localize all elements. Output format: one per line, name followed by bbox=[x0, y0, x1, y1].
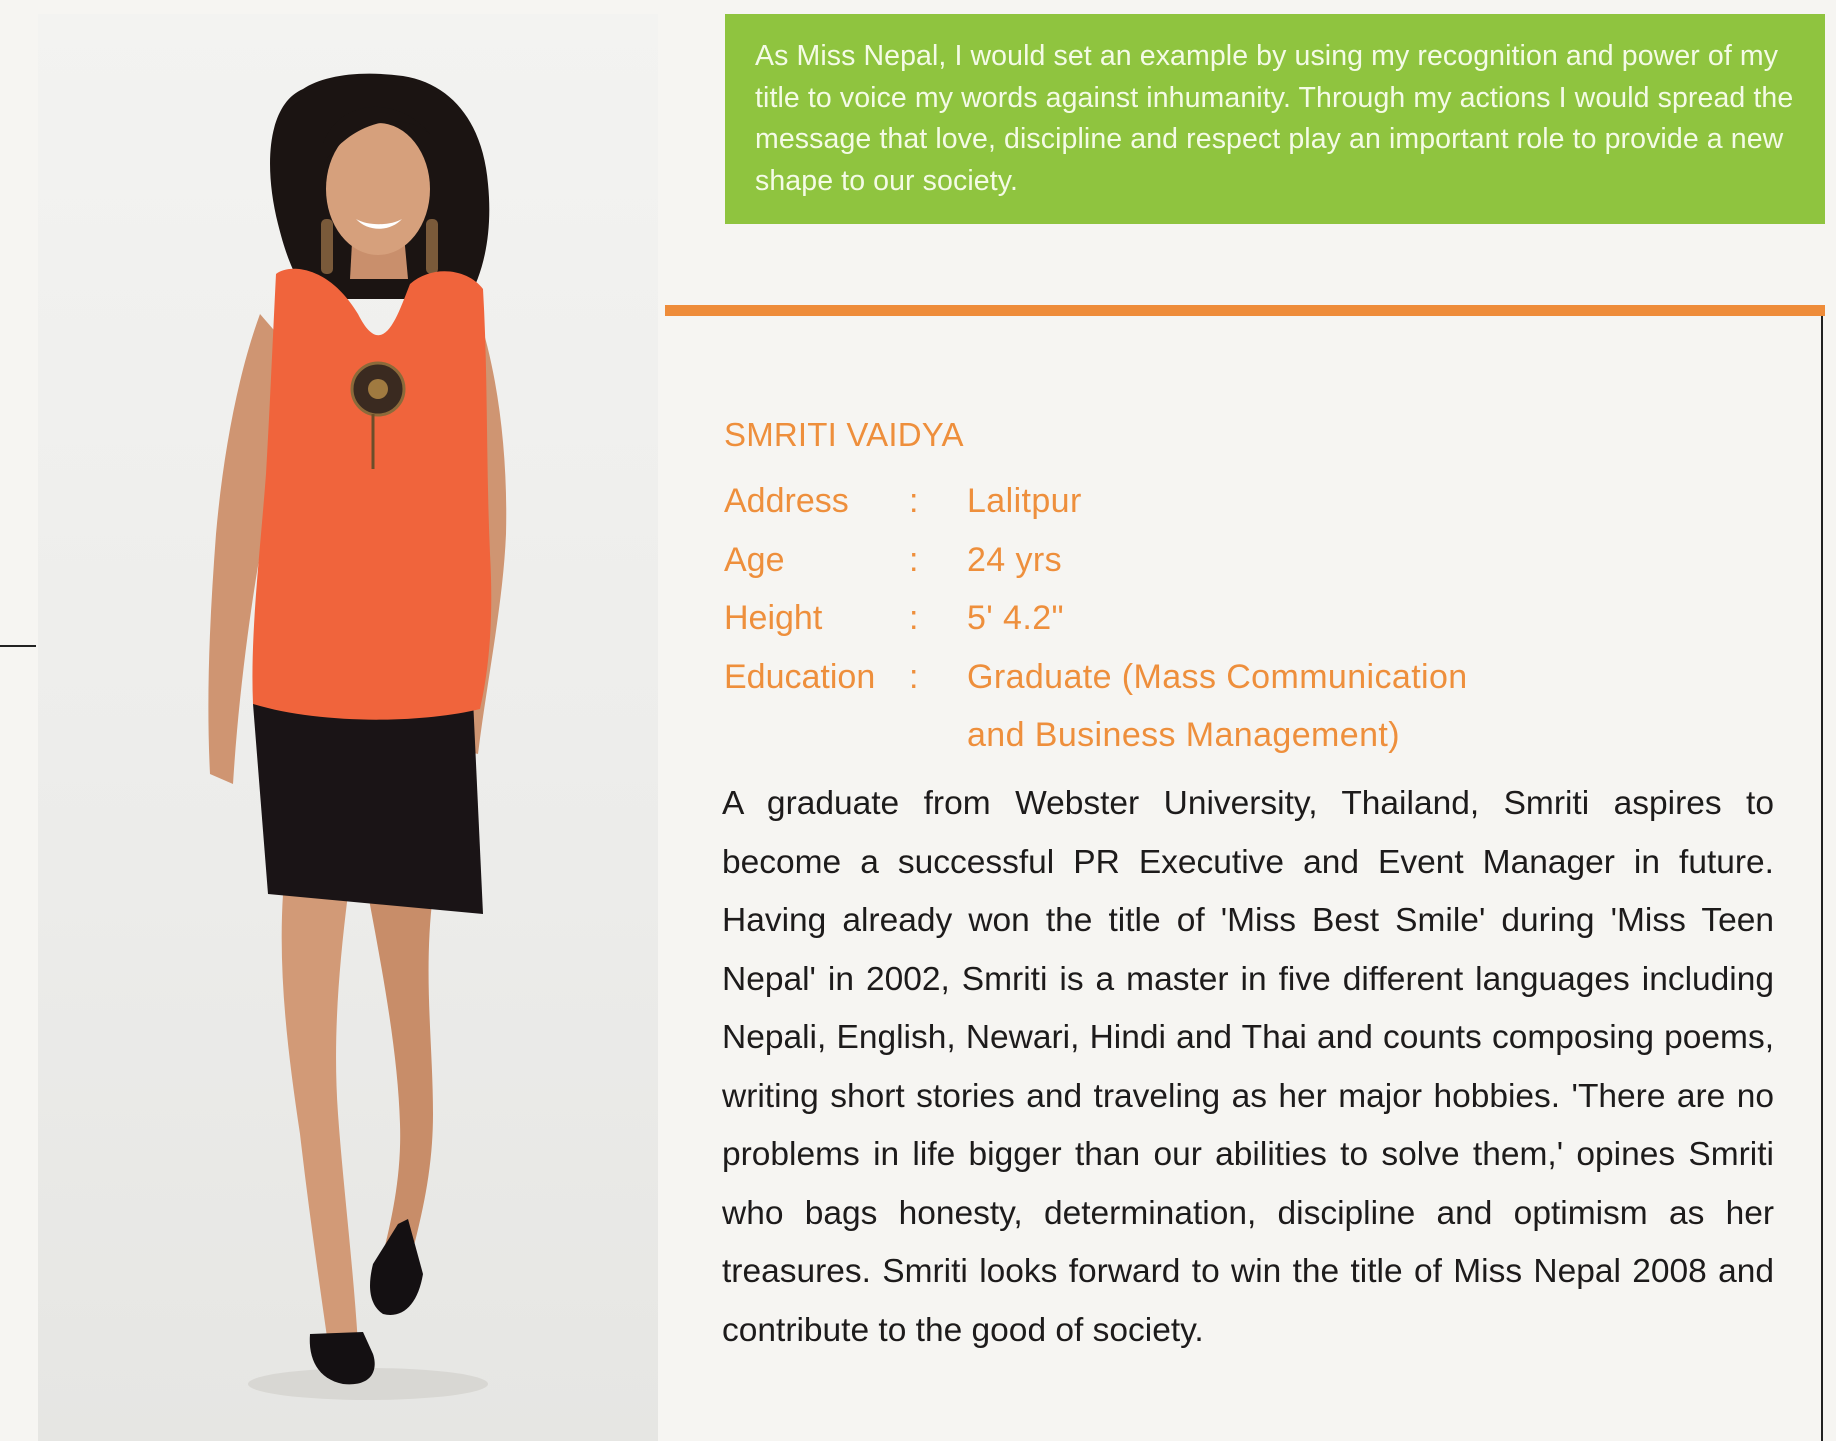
quote-box bbox=[725, 14, 1825, 224]
model-illustration bbox=[38, 14, 658, 1441]
row-value: Graduate (Mass Communication bbox=[967, 657, 1468, 696]
profile-row-education bbox=[724, 648, 1784, 707]
profile-row-age bbox=[724, 531, 1784, 590]
row-label: Education bbox=[724, 657, 876, 696]
orange-divider bbox=[665, 305, 1825, 316]
profile-details bbox=[724, 410, 1784, 765]
orange-top bbox=[252, 269, 491, 720]
row-value: Lalitpur bbox=[967, 482, 1082, 520]
earring-left bbox=[321, 219, 333, 274]
earring-right bbox=[426, 219, 438, 274]
row-colon: : bbox=[909, 599, 919, 637]
left-leg bbox=[282, 894, 358, 1344]
profile-row-height bbox=[724, 589, 1784, 648]
biography-text: A graduate from Webster University, Thailand, Smriti aspires to become a successful PR Executive and Event Manager in future. Having already won the title of 'Miss Best Smile' during 'Miss Teen Nepal' in 2002, Smriti is a master in five different languages including Nepali, English, Newari, Hindi and Thai and counts composing poems, writing short stories and traveling as her major hobbies. 'There are no problems in life bigger than our abilities to solve them,' opines Smriti who bags honesty, determination, discipline and optimism as her treasures. Smriti looks forward to win the title of Miss Nepal 2008 and contribute to the good of society. bbox=[722, 785, 1774, 1349]
row-colon: : bbox=[909, 482, 919, 520]
left-edge-rule bbox=[0, 645, 36, 647]
row-colon: : bbox=[909, 540, 919, 579]
profile-row-address bbox=[724, 472, 1784, 531]
row-colon: : bbox=[909, 657, 919, 696]
right-leg bbox=[368, 894, 433, 1276]
row-label: Address bbox=[724, 482, 849, 520]
row-value: 24 yrs bbox=[967, 540, 1062, 579]
model-photo bbox=[38, 14, 658, 1441]
row-label: Height bbox=[724, 599, 823, 637]
row-label: Age bbox=[724, 540, 785, 579]
profile-row-education-cont bbox=[724, 706, 1784, 765]
quote-text: As Miss Nepal, I would set an example by using my recognition and power of my title to voice my words against inhumanity. Through my actions I would spread the message that love, discipline and respect play an important role to provide a new shape to our society. bbox=[755, 40, 1794, 197]
skirt bbox=[253, 699, 483, 914]
row-value-continued: and Business Management) bbox=[967, 716, 1400, 754]
row-value: 5' 4.2" bbox=[967, 599, 1064, 637]
right-edge-rule bbox=[1821, 316, 1823, 1441]
brooch-center bbox=[368, 379, 388, 399]
contestant-name: SMRITI VAIDYA bbox=[724, 416, 964, 453]
